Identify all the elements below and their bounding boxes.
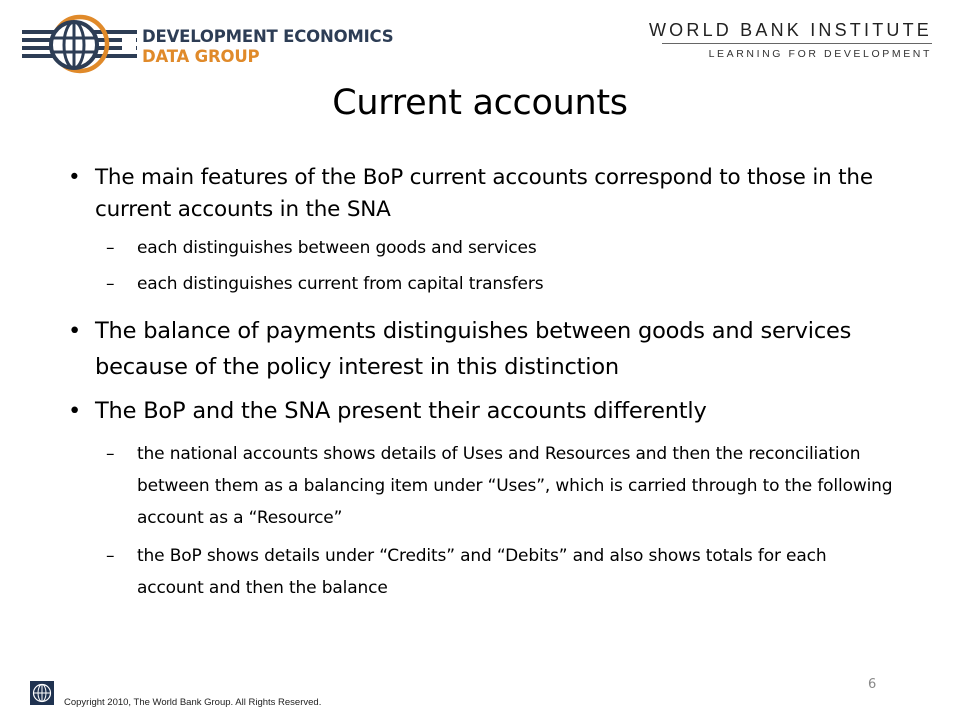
wbi-divider: [662, 43, 932, 44]
sub-bullet-symbol: –: [106, 274, 115, 294]
bullet-symbol: •: [68, 318, 82, 344]
bullet-item: [68, 395, 875, 427]
sub-bullet-item: [106, 268, 897, 300]
page-number: 6: [868, 677, 877, 692]
sub-bullet-text: each distinguishes between goods and services: [137, 238, 537, 258]
bullet-text: The balance of payments distinguishes between goods and services because of the policy interest in this distinction: [95, 318, 852, 380]
world-bank-globe-icon: [30, 681, 54, 705]
deg-logo-line1: DEVELOPMENT ECONOMICS: [142, 27, 394, 46]
copyright-text: Copyright 2010, The World Bank Group. All Rights Reserved.: [64, 697, 322, 708]
sub-bullet-symbol: –: [106, 546, 115, 566]
sub-bullet-symbol: –: [106, 238, 115, 258]
sub-bullet-item: [106, 232, 897, 264]
deg-logo-line2: DATA GROUP: [142, 47, 260, 66]
wbi-tagline: LEARNING FOR DEVELOPMENT: [708, 48, 932, 60]
sub-bullet-text: the BoP shows details under “Credits” and “Debits” and also shows totals for each account and then the balance: [137, 546, 827, 598]
wbi-name: WORLD BANK INSTITUTE: [648, 20, 932, 40]
world-bank-institute-logo: [649, 20, 932, 60]
slide-title: Current accounts: [332, 83, 628, 123]
sub-bullet-text: each distinguishes current from capital transfers: [137, 274, 544, 294]
bullet-text: The main features of the BoP current accounts correspond to those in the current accounts in the SNA: [95, 165, 873, 222]
sub-bullet-item: [106, 438, 897, 534]
bullet-item: [68, 313, 875, 385]
sub-bullet-text: the national accounts shows details of Uses and Resources and then the reconciliation between them as a balancing item under “Uses”, which is carried through to the following account as a “Resource”: [137, 444, 893, 528]
sub-bullet-item: [106, 540, 897, 604]
bullet-item: [68, 162, 875, 226]
bullet-symbol: •: [68, 165, 81, 190]
sub-bullet-symbol: –: [106, 444, 115, 464]
bullet-text: The BoP and the SNA present their accounts differently: [95, 398, 707, 424]
bullet-symbol: •: [68, 398, 82, 424]
deg-logo-text: [142, 27, 393, 67]
